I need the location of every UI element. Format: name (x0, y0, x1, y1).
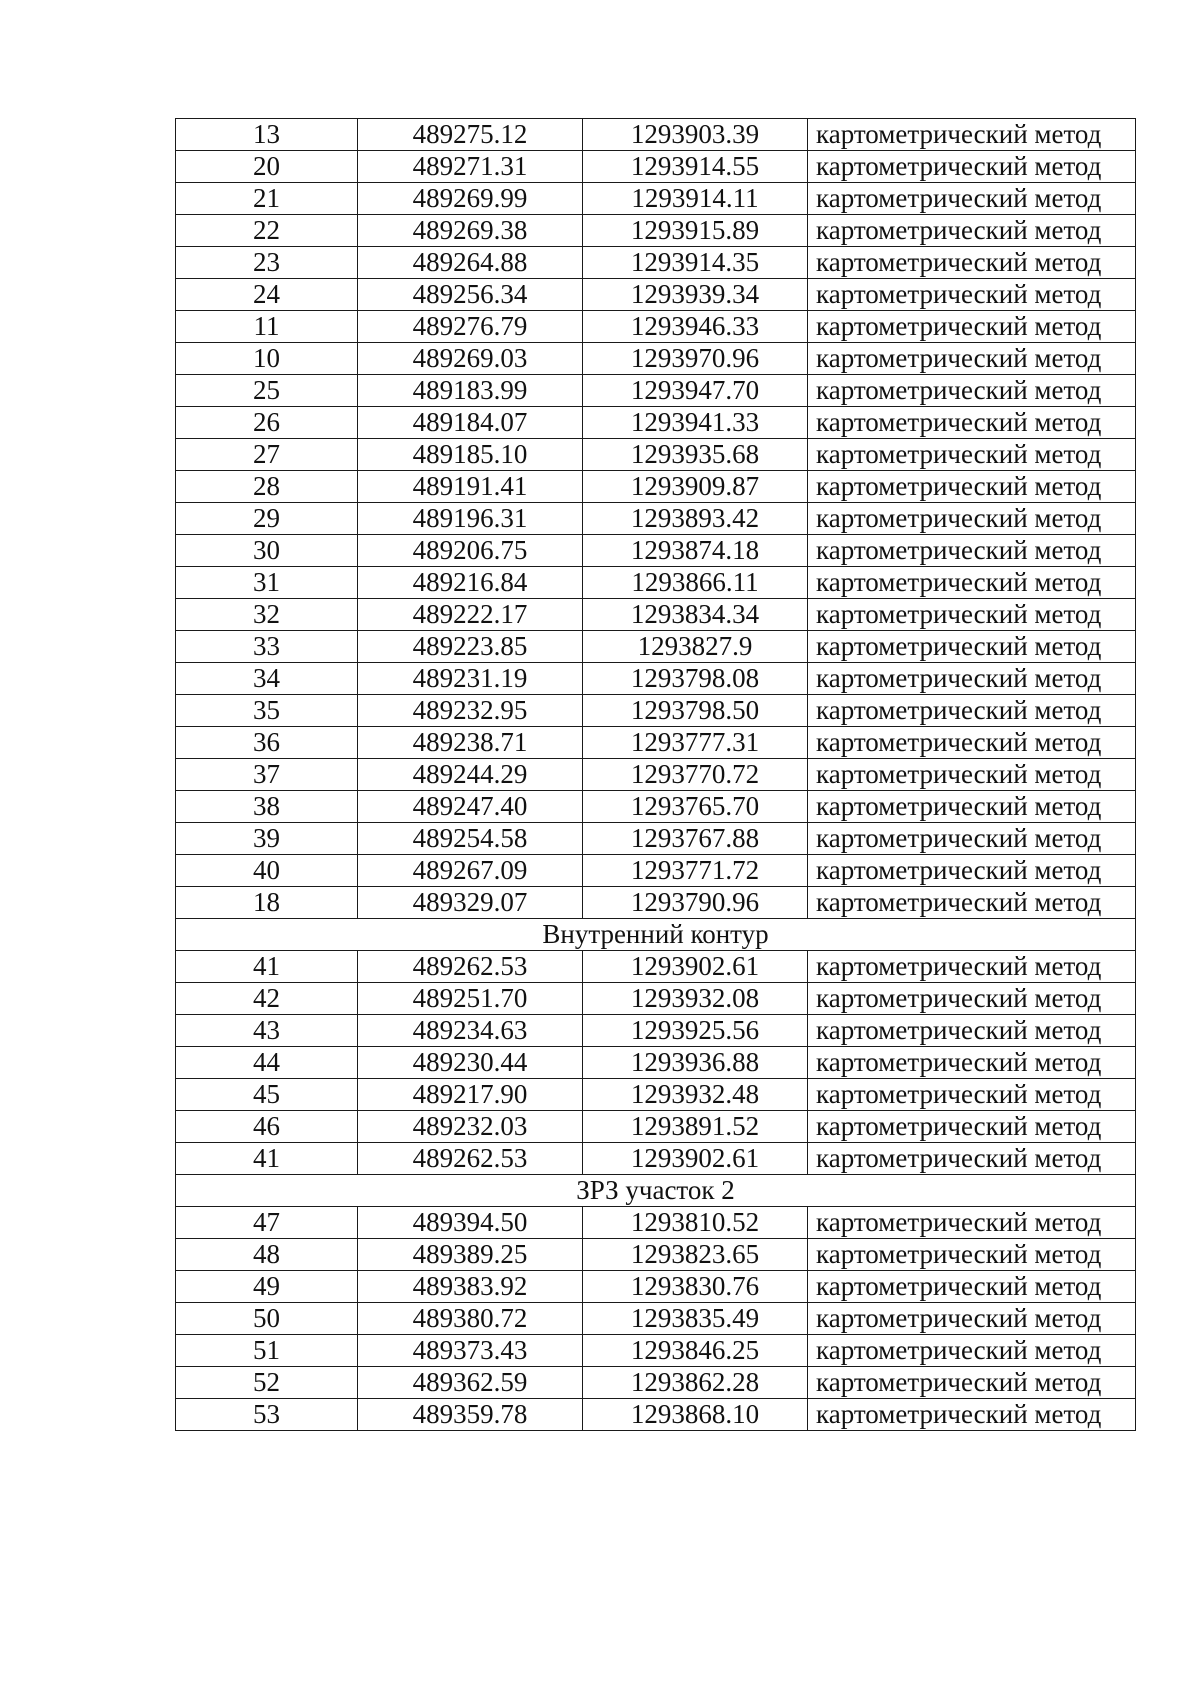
y-coordinate-cell: 1293777.31 (583, 727, 808, 759)
method-cell: картометрический метод (808, 727, 1136, 759)
method-cell: картометрический метод (808, 1271, 1136, 1303)
y-coordinate-cell: 1293947.70 (583, 375, 808, 407)
x-coordinate-cell: 489234.63 (358, 1015, 583, 1047)
method-cell: картометрический метод (808, 695, 1136, 727)
x-coordinate-cell: 489394.50 (358, 1207, 583, 1239)
point-number-cell: 40 (176, 855, 358, 887)
table-row (176, 375, 1136, 407)
x-coordinate-cell: 489329.07 (358, 887, 583, 919)
section-row (176, 1175, 1136, 1207)
y-coordinate-cell: 1293932.48 (583, 1079, 808, 1111)
method-cell: картометрический метод (808, 759, 1136, 791)
table-row (176, 183, 1136, 215)
point-number-cell: 29 (176, 503, 358, 535)
x-coordinate-cell: 489244.29 (358, 759, 583, 791)
point-number-cell: 31 (176, 567, 358, 599)
x-coordinate-cell: 489230.44 (358, 1047, 583, 1079)
method-cell: картометрический метод (808, 1335, 1136, 1367)
table-row (176, 215, 1136, 247)
point-number-cell: 47 (176, 1207, 358, 1239)
table-row (176, 535, 1136, 567)
method-cell: картометрический метод (808, 407, 1136, 439)
method-cell: картометрический метод (808, 343, 1136, 375)
method-cell: картометрический метод (808, 1143, 1136, 1175)
table-row (176, 1079, 1136, 1111)
point-number-cell: 30 (176, 535, 358, 567)
point-number-cell: 13 (176, 119, 358, 151)
table-row (176, 983, 1136, 1015)
table-row (176, 503, 1136, 535)
y-coordinate-cell: 1293810.52 (583, 1207, 808, 1239)
x-coordinate-cell: 489232.03 (358, 1111, 583, 1143)
y-coordinate-cell: 1293868.10 (583, 1399, 808, 1431)
x-coordinate-cell: 489267.09 (358, 855, 583, 887)
point-number-cell: 44 (176, 1047, 358, 1079)
table-row (176, 631, 1136, 663)
point-number-cell: 37 (176, 759, 358, 791)
x-coordinate-cell: 489222.17 (358, 599, 583, 631)
method-cell: картометрический метод (808, 247, 1136, 279)
y-coordinate-cell: 1293902.61 (583, 1143, 808, 1175)
point-number-cell: 28 (176, 471, 358, 503)
point-number-cell: 50 (176, 1303, 358, 1335)
y-coordinate-cell: 1293936.88 (583, 1047, 808, 1079)
table-row (176, 311, 1136, 343)
y-coordinate-cell: 1293846.25 (583, 1335, 808, 1367)
point-number-cell: 10 (176, 343, 358, 375)
x-coordinate-cell: 489247.40 (358, 791, 583, 823)
y-coordinate-cell: 1293914.11 (583, 183, 808, 215)
point-number-cell: 32 (176, 599, 358, 631)
y-coordinate-cell: 1293798.50 (583, 695, 808, 727)
x-coordinate-cell: 489380.72 (358, 1303, 583, 1335)
x-coordinate-cell: 489276.79 (358, 311, 583, 343)
point-number-cell: 42 (176, 983, 358, 1015)
x-coordinate-cell: 489231.19 (358, 663, 583, 695)
method-cell: картометрический метод (808, 215, 1136, 247)
method-cell: картометрический метод (808, 823, 1136, 855)
x-coordinate-cell: 489251.70 (358, 983, 583, 1015)
method-cell: картометрический метод (808, 119, 1136, 151)
method-cell: картометрический метод (808, 311, 1136, 343)
x-coordinate-cell: 489223.85 (358, 631, 583, 663)
y-coordinate-cell: 1293767.88 (583, 823, 808, 855)
table-row (176, 1271, 1136, 1303)
x-coordinate-cell: 489185.10 (358, 439, 583, 471)
method-cell: картометрический метод (808, 1047, 1136, 1079)
point-number-cell: 51 (176, 1335, 358, 1367)
point-number-cell: 34 (176, 663, 358, 695)
table-row (176, 471, 1136, 503)
coordinates-table-body (176, 119, 1136, 1431)
x-coordinate-cell: 489254.58 (358, 823, 583, 855)
y-coordinate-cell: 1293891.52 (583, 1111, 808, 1143)
section-title: Внутренний контур (176, 919, 1136, 951)
table-row (176, 887, 1136, 919)
y-coordinate-cell: 1293771.72 (583, 855, 808, 887)
point-number-cell: 43 (176, 1015, 358, 1047)
y-coordinate-cell: 1293835.49 (583, 1303, 808, 1335)
method-cell: картометрический метод (808, 983, 1136, 1015)
method-cell: картометрический метод (808, 439, 1136, 471)
method-cell: картометрический метод (808, 1207, 1136, 1239)
point-number-cell: 49 (176, 1271, 358, 1303)
x-coordinate-cell: 489262.53 (358, 951, 583, 983)
x-coordinate-cell: 489232.95 (358, 695, 583, 727)
method-cell: картометрический метод (808, 279, 1136, 311)
x-coordinate-cell: 489359.78 (358, 1399, 583, 1431)
point-number-cell: 45 (176, 1079, 358, 1111)
section-row (176, 919, 1136, 951)
table-row (176, 823, 1136, 855)
y-coordinate-cell: 1293827.9 (583, 631, 808, 663)
method-cell: картометрический метод (808, 663, 1136, 695)
table-row (176, 727, 1136, 759)
point-number-cell: 41 (176, 1143, 358, 1175)
method-cell: картометрический метод (808, 599, 1136, 631)
x-coordinate-cell: 489191.41 (358, 471, 583, 503)
y-coordinate-cell: 1293914.35 (583, 247, 808, 279)
table-row (176, 791, 1136, 823)
method-cell: картометрический метод (808, 471, 1136, 503)
table-row (176, 1111, 1136, 1143)
point-number-cell: 11 (176, 311, 358, 343)
table-row (176, 247, 1136, 279)
y-coordinate-cell: 1293770.72 (583, 759, 808, 791)
table-row (176, 1399, 1136, 1431)
point-number-cell: 48 (176, 1239, 358, 1271)
table-row (176, 599, 1136, 631)
x-coordinate-cell: 489264.88 (358, 247, 583, 279)
point-number-cell: 53 (176, 1399, 358, 1431)
table-row (176, 855, 1136, 887)
table-row (176, 567, 1136, 599)
point-number-cell: 23 (176, 247, 358, 279)
y-coordinate-cell: 1293946.33 (583, 311, 808, 343)
x-coordinate-cell: 489262.53 (358, 1143, 583, 1175)
table-row (176, 1047, 1136, 1079)
table-row (176, 343, 1136, 375)
y-coordinate-cell: 1293932.08 (583, 983, 808, 1015)
table-row (176, 1335, 1136, 1367)
method-cell: картометрический метод (808, 1367, 1136, 1399)
coordinates-table (175, 118, 1136, 1431)
y-coordinate-cell: 1293765.70 (583, 791, 808, 823)
point-number-cell: 38 (176, 791, 358, 823)
table-row (176, 1367, 1136, 1399)
y-coordinate-cell: 1293866.11 (583, 567, 808, 599)
method-cell: картометрический метод (808, 183, 1136, 215)
x-coordinate-cell: 489196.31 (358, 503, 583, 535)
x-coordinate-cell: 489275.12 (358, 119, 583, 151)
method-cell: картометрический метод (808, 887, 1136, 919)
x-coordinate-cell: 489183.99 (358, 375, 583, 407)
table-row (176, 439, 1136, 471)
point-number-cell: 52 (176, 1367, 358, 1399)
table-row (176, 1303, 1136, 1335)
x-coordinate-cell: 489206.75 (358, 535, 583, 567)
point-number-cell: 41 (176, 951, 358, 983)
table-row (176, 1239, 1136, 1271)
point-number-cell: 46 (176, 1111, 358, 1143)
table-row (176, 759, 1136, 791)
section-title: ЗРЗ участок 2 (176, 1175, 1136, 1207)
y-coordinate-cell: 1293935.68 (583, 439, 808, 471)
y-coordinate-cell: 1293893.42 (583, 503, 808, 535)
y-coordinate-cell: 1293909.87 (583, 471, 808, 503)
point-number-cell: 33 (176, 631, 358, 663)
point-number-cell: 39 (176, 823, 358, 855)
method-cell: картометрический метод (808, 631, 1136, 663)
method-cell: картометрический метод (808, 1111, 1136, 1143)
x-coordinate-cell: 489256.34 (358, 279, 583, 311)
point-number-cell: 27 (176, 439, 358, 471)
y-coordinate-cell: 1293902.61 (583, 951, 808, 983)
method-cell: картометрический метод (808, 1079, 1136, 1111)
method-cell: картометрический метод (808, 535, 1136, 567)
point-number-cell: 36 (176, 727, 358, 759)
point-number-cell: 22 (176, 215, 358, 247)
x-coordinate-cell: 489184.07 (358, 407, 583, 439)
point-number-cell: 20 (176, 151, 358, 183)
method-cell: картометрический метод (808, 151, 1136, 183)
y-coordinate-cell: 1293798.08 (583, 663, 808, 695)
method-cell: картометрический метод (808, 503, 1136, 535)
x-coordinate-cell: 489217.90 (358, 1079, 583, 1111)
x-coordinate-cell: 489373.43 (358, 1335, 583, 1367)
table-row (176, 1207, 1136, 1239)
y-coordinate-cell: 1293939.34 (583, 279, 808, 311)
table-row (176, 695, 1136, 727)
y-coordinate-cell: 1293862.28 (583, 1367, 808, 1399)
y-coordinate-cell: 1293914.55 (583, 151, 808, 183)
point-number-cell: 18 (176, 887, 358, 919)
x-coordinate-cell: 489271.31 (358, 151, 583, 183)
y-coordinate-cell: 1293903.39 (583, 119, 808, 151)
table-row (176, 951, 1136, 983)
y-coordinate-cell: 1293874.18 (583, 535, 808, 567)
x-coordinate-cell: 489383.92 (358, 1271, 583, 1303)
method-cell: картометрический метод (808, 855, 1136, 887)
x-coordinate-cell: 489216.84 (358, 567, 583, 599)
point-number-cell: 25 (176, 375, 358, 407)
point-number-cell: 35 (176, 695, 358, 727)
method-cell: картометрический метод (808, 375, 1136, 407)
y-coordinate-cell: 1293790.96 (583, 887, 808, 919)
point-number-cell: 21 (176, 183, 358, 215)
point-number-cell: 24 (176, 279, 358, 311)
method-cell: картометрический метод (808, 951, 1136, 983)
point-number-cell: 26 (176, 407, 358, 439)
method-cell: картометрический метод (808, 1303, 1136, 1335)
y-coordinate-cell: 1293970.96 (583, 343, 808, 375)
x-coordinate-cell: 489238.71 (358, 727, 583, 759)
x-coordinate-cell: 489269.99 (358, 183, 583, 215)
y-coordinate-cell: 1293823.65 (583, 1239, 808, 1271)
method-cell: картометрический метод (808, 1399, 1136, 1431)
method-cell: картометрический метод (808, 1015, 1136, 1047)
y-coordinate-cell: 1293925.56 (583, 1015, 808, 1047)
method-cell: картометрический метод (808, 791, 1136, 823)
table-row (176, 1015, 1136, 1047)
table-row (176, 151, 1136, 183)
x-coordinate-cell: 489389.25 (358, 1239, 583, 1271)
y-coordinate-cell: 1293941.33 (583, 407, 808, 439)
x-coordinate-cell: 489269.38 (358, 215, 583, 247)
y-coordinate-cell: 1293915.89 (583, 215, 808, 247)
table-row (176, 279, 1136, 311)
table-row (176, 407, 1136, 439)
table-row (176, 1143, 1136, 1175)
method-cell: картометрический метод (808, 1239, 1136, 1271)
x-coordinate-cell: 489362.59 (358, 1367, 583, 1399)
y-coordinate-cell: 1293830.76 (583, 1271, 808, 1303)
y-coordinate-cell: 1293834.34 (583, 599, 808, 631)
table-row (176, 119, 1136, 151)
x-coordinate-cell: 489269.03 (358, 343, 583, 375)
method-cell: картометрический метод (808, 567, 1136, 599)
table-row (176, 663, 1136, 695)
